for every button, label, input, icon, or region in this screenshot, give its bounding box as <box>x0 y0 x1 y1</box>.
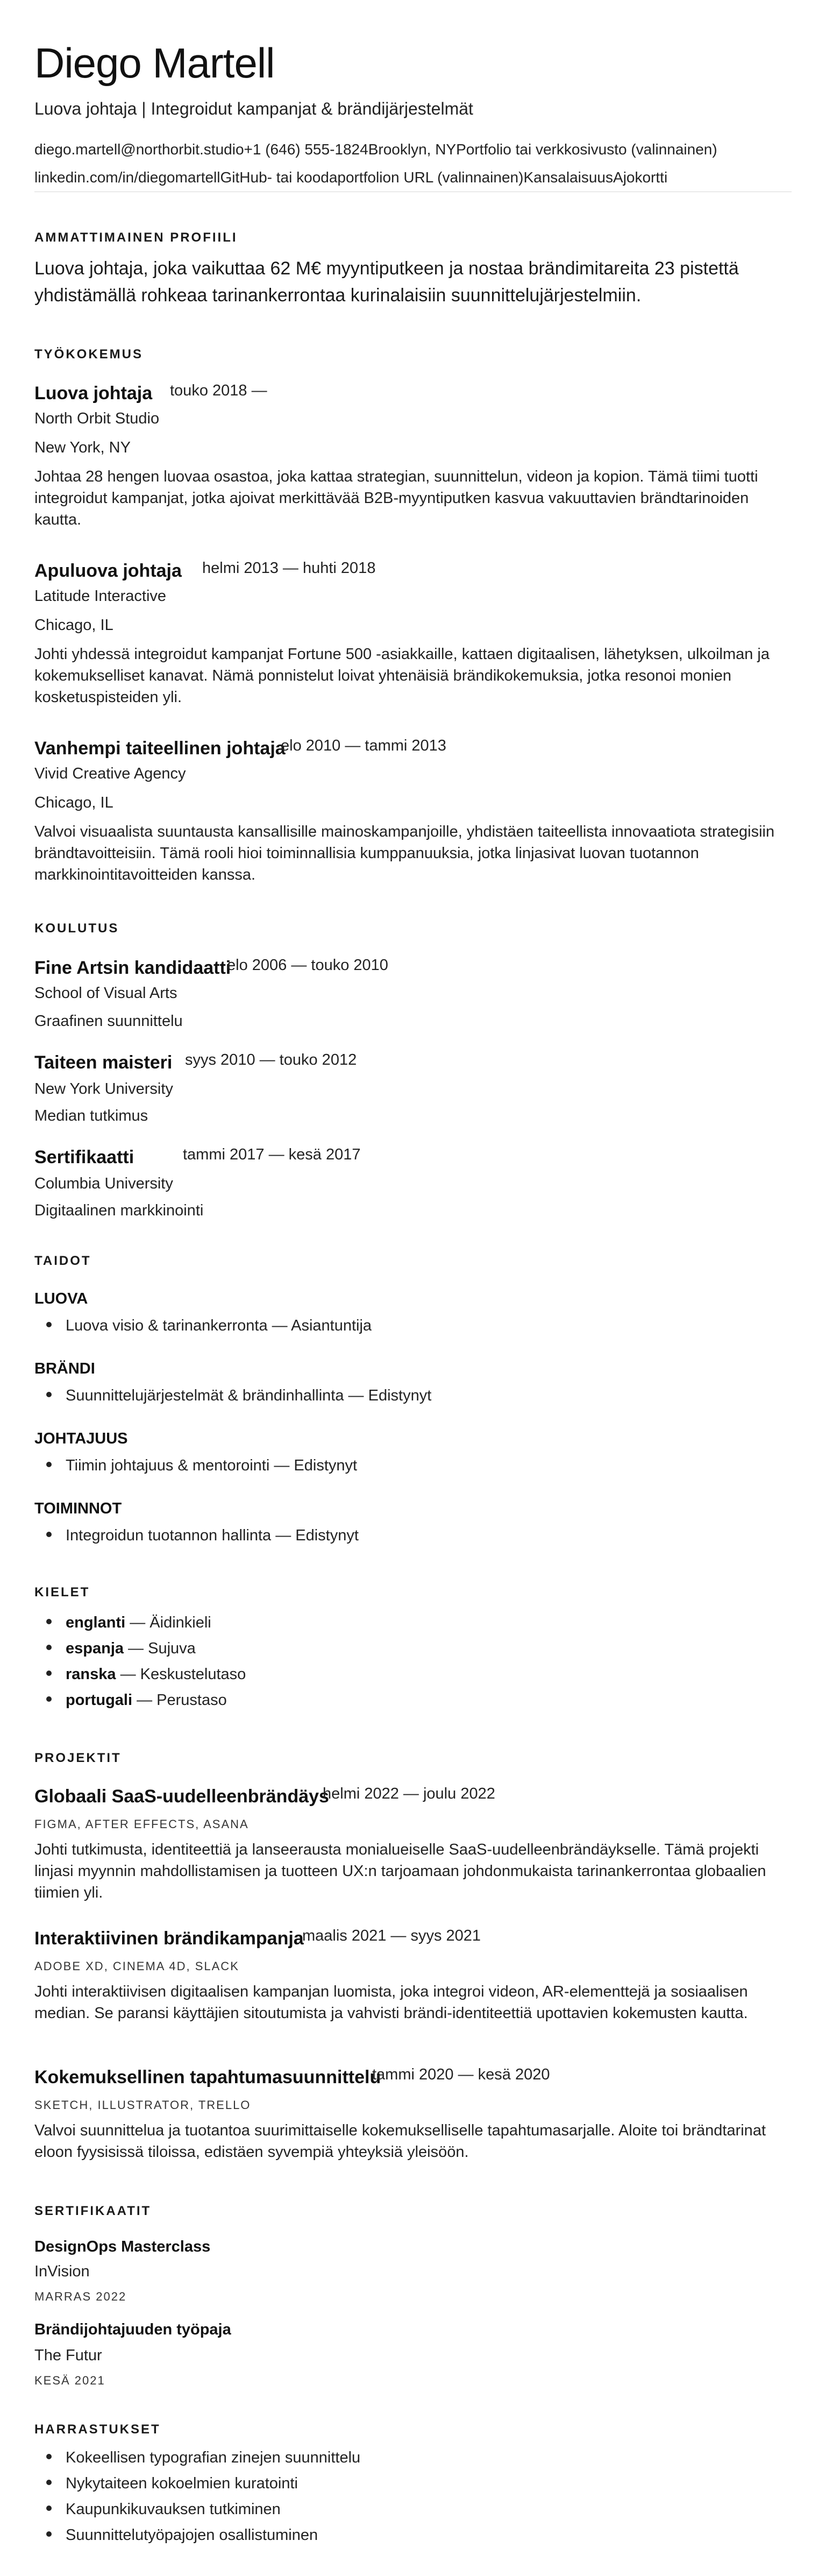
education-field: Median tutkimus <box>34 1107 148 1124</box>
education-field: Graafinen suunnittelu <box>34 1013 183 1030</box>
portfolio-link[interactable]: Portfolio tai verkkosivusto (valinnainen) <box>456 141 717 158</box>
language-item <box>34 1666 246 1683</box>
project-summary: Johti tutkimusta, identiteettiä ja lanseerausta monialueiselle SaaS-uudelleenbrändäykselle. Tämä projekti linjasi myynnin mahdollistamisen ja tuotteen UX:n tarjoamaan johdonmukaista tarinankerrontaa globaalien tiimien yli. <box>34 1841 766 1901</box>
hobby-item <box>34 2475 298 2493</box>
experience-company: Latitude Interactive <box>34 588 167 605</box>
project-name: Globaali SaaS-uudelleenbrändäys <box>34 1786 329 1807</box>
hobby-item <box>34 2449 360 2467</box>
language-name: ranska <box>66 1666 116 1683</box>
skill-category: LUOVA <box>34 1290 88 1307</box>
education-degree: Sertifikaatti <box>34 1147 134 1167</box>
nationality: Kansalaisuus <box>523 169 614 186</box>
section-title-certifications: SERTIFIKAATIT <box>34 2204 152 2218</box>
profile-summary: Luova johtaja, joka vaikuttaa 62 M€ myyntiputkeen ja nostaa brändimitareita 23 pistettä yhdistämällä rohkeaa tarinankerrontaa kurinalaisiin suunnittelujärjestelmiin. <box>34 258 739 306</box>
language-item <box>34 1640 196 1658</box>
language-name: portugali <box>66 1692 133 1709</box>
education-school: Columbia University <box>34 1175 173 1192</box>
project-summary: Johti interaktiivisen digitaalisen kampanjan luomista, joka integroi videon, AR-elementtejä ja sosiaalisen median. Se paransi käyttäjien sitoutumista ja vahvisti brändi-identiteettiä upottavien kokemusten kautta. <box>34 1983 748 2022</box>
contact-line-1 <box>34 141 717 158</box>
bullet-icon <box>46 1696 52 1702</box>
location: Brooklyn, NY <box>368 141 457 158</box>
bullet-icon <box>46 1532 52 1537</box>
email-link[interactable]: diego.martell@northorbit.studio <box>34 141 244 158</box>
language-name: englanti <box>66 1614 126 1631</box>
skill-item <box>34 1527 359 1545</box>
education-school: School of Visual Arts <box>34 985 177 1002</box>
experience-dates: helmi 2013 — huhti 2018 <box>202 560 376 577</box>
language-name: espanja <box>66 1640 124 1657</box>
section-title-profile: AMMATTIMAINEN PROFIILI <box>34 230 238 245</box>
hobby-text: Suunnittelutyöpajojen osallistuminen <box>66 2527 318 2544</box>
language-level: — Keskustelutaso <box>116 1666 246 1683</box>
experience-role: Vanhempi taiteellinen johtaja <box>34 738 286 759</box>
hobby-item <box>34 2501 281 2518</box>
section-title-experience: TYÖKOKEMUS <box>34 347 144 362</box>
project-tech: FIGMA, AFTER EFFECTS, ASANA <box>34 1817 249 1831</box>
experience-company: Vivid Creative Agency <box>34 765 186 782</box>
section-title-education: KOULUTUS <box>34 921 119 936</box>
skill-category: JOHTAJUUS <box>34 1430 128 1447</box>
github-link[interactable]: GitHub- tai koodaportfolion URL (valinnainen) <box>220 169 524 186</box>
bullet-icon <box>46 2480 52 2485</box>
project-tech: ADOBE XD, CINEMA 4D, SLACK <box>34 1959 239 1973</box>
skill-item-text: Luova visio & tarinankerronta — Asiantuntija <box>66 1317 372 1334</box>
certification-name: DesignOps Masterclass <box>34 2238 211 2255</box>
candidate-name: Diego Martell <box>34 39 275 87</box>
bullet-icon <box>46 1462 52 1467</box>
bullet-icon <box>46 1392 52 1397</box>
project-tech: SKETCH, ILLUSTRATOR, TRELLO <box>34 2098 251 2112</box>
bullet-icon <box>46 1671 52 1676</box>
bullet-icon <box>46 2531 52 2537</box>
education-dates: elo 2006 — touko 2010 <box>227 957 388 974</box>
skill-item-text: Tiimin johtajuus & mentorointi — Edistynyt <box>66 1457 358 1474</box>
hobby-text: Kokeellisen typografian zinejen suunnittelu <box>66 2449 361 2466</box>
project-dates: maalis 2021 — syys 2021 <box>302 1927 481 1944</box>
certification-date: MARRAS 2022 <box>34 2290 127 2303</box>
experience-role: Luova johtaja <box>34 383 153 404</box>
experience-company: North Orbit Studio <box>34 410 160 427</box>
skill-item <box>34 1457 357 1475</box>
drivers-license: Ajokortti <box>613 169 668 186</box>
education-dates: syys 2010 — touko 2012 <box>185 1051 357 1068</box>
education-degree: Fine Artsin kandidaatti <box>34 958 231 978</box>
certification-name: Brändijohtajuuden työpaja <box>34 2321 231 2338</box>
hobby-text: Kaupunkikuvauksen tutkiminen <box>66 2501 281 2518</box>
headline: Luova johtaja | Integroidut kampanjat & brändijärjestelmät <box>34 99 473 118</box>
project-name: Kokemuksellinen tapahtumasuunnittelu <box>34 2067 381 2087</box>
language-level: — Sujuva <box>124 1640 196 1657</box>
phone-number: +1 (646) 555-1824 <box>244 141 368 158</box>
experience-role: Apuluova johtaja <box>34 561 182 581</box>
bullet-icon <box>46 2454 52 2459</box>
skill-item-text: Integroidun tuotannon hallinta — Edistynyt <box>66 1527 359 1544</box>
experience-location: Chicago, IL <box>34 794 113 811</box>
section-title-languages: KIELET <box>34 1585 90 1600</box>
experience-summary: Johti yhdessä integroidut kampanjat Fortune 500 -asiakkaille, kattaen digitaalisen, lähetyksen, ulkoilman ja kokemukselliset kanavat. Nämä ponnistelut loivat yhtenäisiä brändikokemuksia, jotka resonoi monien kosketuspisteiden yli. <box>34 646 770 706</box>
project-dates: helmi 2022 — joulu 2022 <box>323 1785 495 1802</box>
bullet-icon <box>46 2506 52 2511</box>
experience-location: Chicago, IL <box>34 617 113 634</box>
project-summary: Valvoi suunnittelua ja tuotantoa suurimittaiselle kokemukselliselle tapahtumasarjalle. Aloite toi brändtarinat eloon fyysisissä tiloissa, edistäen syvempiä yhteyksiä yleisöön. <box>34 2122 766 2161</box>
experience-dates: touko 2018 — <box>170 382 267 399</box>
bullet-icon <box>46 1645 52 1650</box>
skill-item-text: Suunnittelujärjestelmät & brändinhallinta — Edistynyt <box>66 1387 432 1404</box>
experience-dates: elo 2010 — tammi 2013 <box>281 737 446 754</box>
section-title-hobbies: HARRASTUKSET <box>34 2422 161 2437</box>
bullet-icon <box>46 1619 52 1624</box>
experience-summary: Valvoi visuaalista suuntausta kansallisille mainoskampanjoille, yhdistäen taiteellista innovaatiota strategisiin brändtavoitteisiin. Tämä rooli hioi toiminnallisia kumppanuuksia, jotka linjasivat luovan tuotannon markkinointitavoitteiden kanssa. <box>34 823 775 883</box>
hobby-item <box>34 2527 318 2544</box>
language-level: — Äidinkieli <box>125 1614 211 1631</box>
skill-category: BRÄNDI <box>34 1360 95 1377</box>
education-dates: tammi 2017 — kesä 2017 <box>183 1146 361 1163</box>
hobby-text: Nykytaiteen kokoelmien kuratointi <box>66 2475 298 2492</box>
experience-summary: Johtaa 28 hengen luovaa osastoa, joka kattaa strategian, suunnittelun, videon ja kopion. Tämä tiimi tuotti integroidut kampanjat, jotka ajoivat merkittävää B2B-myyntiputken kasvua vakuuttavien brändtarinoiden kautta. <box>34 468 758 528</box>
language-item <box>34 1692 227 1709</box>
certification-date: KESÄ 2021 <box>34 2374 105 2387</box>
section-title-skills: TAIDOT <box>34 1254 91 1268</box>
linkedin-link[interactable]: linkedin.com/in/diegomartell <box>34 169 220 186</box>
education-field: Digitaalinen markkinointi <box>34 1202 204 1219</box>
education-degree: Taiteen maisteri <box>34 1052 173 1073</box>
bullet-icon <box>46 1322 52 1327</box>
certification-issuer: The Futur <box>34 2347 102 2364</box>
certification-issuer: InVision <box>34 2263 90 2280</box>
skill-item <box>34 1387 431 1405</box>
skill-item <box>34 1317 372 1335</box>
language-level: — Perustaso <box>132 1692 227 1709</box>
skill-category: TOIMINNOT <box>34 1500 122 1517</box>
project-name: Interaktiivinen brändikampanja <box>34 1928 304 1949</box>
language-item <box>34 1614 211 1632</box>
contact-line-2 <box>34 169 667 186</box>
experience-location: New York, NY <box>34 439 131 456</box>
project-dates: tammi 2020 — kesä 2020 <box>372 2066 550 2083</box>
education-school: New York University <box>34 1080 173 1098</box>
section-title-projects: PROJEKTIT <box>34 1751 122 1765</box>
